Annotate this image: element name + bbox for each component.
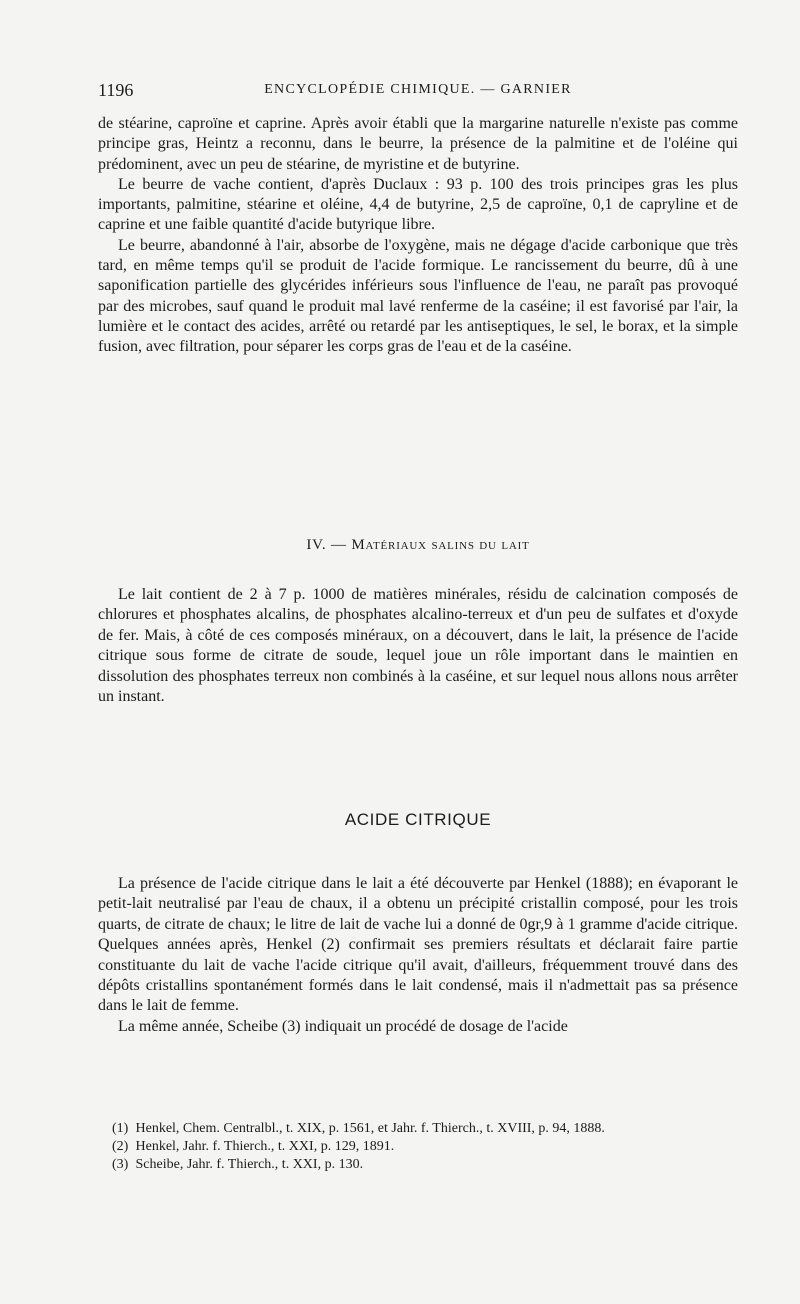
paragraph: de stéarine, caproïne et caprine. Après avoir établi que la margarine naturelle n'existe pas comme principe gras, Heintz a reconnu, dans le beurre, la présence de la palmitine et de l'oléine qui prédominent, avec un peu de stéarine, de myristine et de butyrine. — [98, 115, 738, 173]
footnote-number: (3) — [112, 1157, 129, 1172]
section-title: Matériaux salins du lait — [351, 537, 530, 553]
footnote — [112, 1138, 738, 1156]
page-header — [98, 80, 738, 104]
acid-text — [98, 874, 738, 1037]
chapter-title: ACIDE CITRIQUE — [344, 810, 492, 829]
page-number: 1196 — [98, 80, 134, 100]
paragraph: Le beurre de vache contient, d'après Duclaux : 93 p. 100 des trois principes gras les plus importants, palmitine, stéarine et oléine, 4,4 de butyrine, 2,5 de caproïne, 0,1 de capryline et de caprine et une faible quantité d'acide butyrique libre. — [98, 175, 738, 234]
footnote — [112, 1156, 738, 1174]
paragraph: Le beurre, abandonné à l'air, absorbe de l'oxygène, mais ne dégage d'acide carbonique que très tard, en même temps qu'il se produit de l'acide formique. Le rancissement du beurre, dû à une saponification partielle des glycérides inférieurs sous l'influence de l'eau, ne paraît pas provoqué par des microbes, sauf quand le produit mal lavé renferme de la caséine; il est favorisé par l'air, la lumière et le contact des acides, arrêté ou retardé par les antiseptiques, le sel, le borax, et la simple fusion, avec filtration, pour séparer les corps gras de l'eau et de la caséine. — [98, 236, 738, 356]
footnote-text: Scheibe, Jahr. f. Thierch., t. XXI, p. 130. — [135, 1157, 364, 1172]
footnote — [112, 1120, 738, 1138]
section-heading — [98, 537, 738, 554]
footnotes — [112, 1120, 738, 1174]
running-head: ENCYCLOPÉDIE CHIMIQUE. — GARNIER — [264, 82, 572, 97]
section-text — [98, 585, 738, 707]
footnote-number: (2) — [112, 1139, 129, 1154]
paragraph: La présence de l'acide citrique dans le lait a été découverte par Henkel (1888); en évaporant le petit-lait neutralisé par l'eau de chaux, il a obtenu un précipité cristallin composé, pour les trois quarts, de citrate de chaux; le litre de lait de vache lui a donné de 0gr,9 à 1 gramme d'acide citrique. Quelques années après, Henkel (2) confirmait ses premiers résultats et déclarait faire partie constituante du lait de vache l'acide citrique qu'il avait, d'ailleurs, fréquemment trouvé dans des dépôts cristallins spontanément formés dans le lait condensé, mais il n'admettait pas sa présence dans le lait de femme. — [98, 875, 738, 1015]
paragraph: Le lait contient de 2 à 7 p. 1000 de matières minérales, résidu de calcination composés de chlorures et phosphates alcalins, de phosphates alcalino-terreux et d'un peu de sulfates et d'oxyde de fer. Mais, à côté de ces composés minéraux, on a découvert, dans le lait, la présence de l'acide citrique sous forme de citrate de soude, lequel joue un rôle important dans le maintien en dissolution des phosphates terreux non combinés à la caséine, et sur lequel nous allons nous arrêter un instant. — [98, 586, 738, 706]
footnote-number: (1) — [112, 1121, 129, 1136]
footnote-text: Henkel, Jahr. f. Thierch., t. XXI, p. 129, 1891. — [135, 1139, 395, 1154]
paragraph: La même année, Scheibe (3) indiquait un procédé de dosage de l'acide — [118, 1017, 568, 1035]
footnote-text: Henkel, Chem. Centralbl., t. XIX, p. 1561, et Jahr. f. Thierch., t. XVIII, p. 94, 1888. — [135, 1121, 605, 1136]
section-numeral: IV. — — [306, 537, 347, 553]
intro-text — [98, 114, 738, 358]
